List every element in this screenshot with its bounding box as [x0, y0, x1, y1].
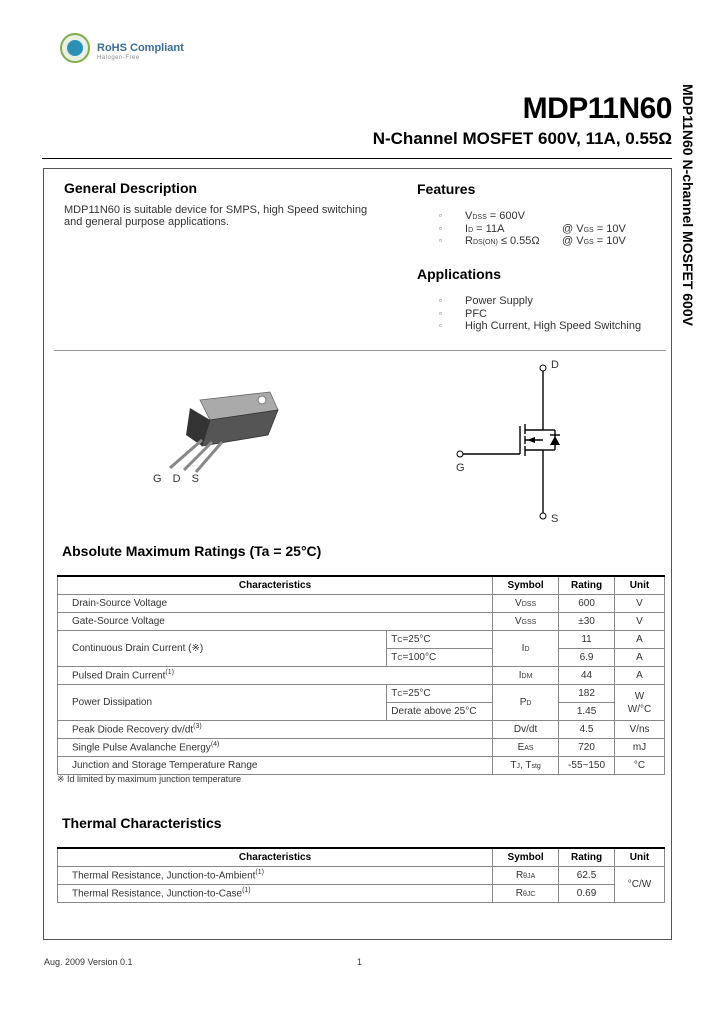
source-label: S — [551, 513, 559, 525]
table-row: Pulsed Drain Current$^{(1)}$ IDM 44 A — [58, 667, 665, 685]
general-description-line2: and general purpose applications. — [64, 216, 230, 228]
application-item: ▫ High Current, High Speed Switching — [439, 320, 679, 333]
general-description-heading: General Description — [64, 180, 198, 196]
feature-vdss: ▫ VDSS = 600V — [439, 210, 679, 223]
thermal-table — [57, 847, 665, 903]
page-number: 1 — [357, 957, 363, 967]
abs-max-heading: Absolute Maximum Ratings (Ta = 25°C) — [62, 543, 322, 559]
table-row: Thermal Resistance, Junction-to-Ambient$^{(1)}$ RθJA 62.5 °C/W — [58, 867, 665, 885]
applications-list — [439, 295, 679, 333]
feature-id: ▫ ID = 11A @ VGS = 10V — [439, 223, 679, 236]
table-row: Continuous Drain Current (※) TC=25°C ID 11 A — [58, 631, 665, 649]
side-title-text: MDP11N60 N-channel MOSFET 600V — [680, 84, 696, 326]
drain-label: D — [551, 359, 559, 371]
applications-heading: Applications — [417, 266, 502, 282]
general-description-line1: MDP11N60 is suitable device for SMPS, high Speed switching — [64, 204, 368, 216]
logo-title: RoHS Compliant — [97, 42, 184, 54]
table-row: Power Dissipation TC=25°C PD 182 W W/°C — [58, 685, 665, 703]
part-number: MDP11N60 — [522, 92, 672, 125]
application-item: ▫ PFC — [439, 308, 679, 321]
leaf-icon — [67, 40, 83, 56]
logo-subtitle: Halogen-Free — [97, 55, 140, 61]
table-header: Characteristics Symbol Rating Unit — [58, 576, 665, 595]
abs-max-footnote: ※ Id limited by maximum junction temperature — [57, 774, 242, 784]
table-row: Thermal Resistance, Junction-to-Case$^{(1)}$ RθJC 0.69 — [58, 885, 665, 903]
table-row: Peak Diode Recovery $dv/dt^{(3)}$ Dv/dt 4.5 V/ns — [58, 721, 665, 739]
features-heading: Features — [417, 181, 476, 197]
footer-version: Aug. 2009 Version 0.1 — [44, 957, 133, 967]
table-row: Gate-Source Voltage VGSS ±30 V — [58, 613, 665, 631]
section-divider — [54, 350, 666, 351]
abs-max-table — [57, 575, 665, 775]
subtitle: N-Channel MOSFET 600V, 11A, 0.55Ω — [372, 129, 672, 148]
thermal-heading: Thermal Characteristics — [62, 815, 222, 831]
header-divider — [42, 158, 672, 159]
features-list — [439, 210, 679, 248]
application-item: ▫ Power Supply — [439, 295, 679, 308]
table-row: Single Pulse Avalanche Energy$^{(4)}$ EAS 720 mJ — [58, 739, 665, 757]
table-row: Derate above 25°C 1.45 — [58, 703, 665, 721]
gate-label: G — [456, 462, 465, 474]
feature-rdson: ▫ RDS(ON) ≤ 0.55Ω @ VGS = 10V — [439, 235, 679, 248]
table-header: Characteristics Symbol Rating Unit — [58, 848, 665, 867]
mosfet-schematic — [450, 358, 580, 528]
pin-labels: G D S — [153, 473, 203, 485]
table-row: Drain-Source Voltage VDSS 600 V — [58, 595, 665, 613]
table-row: Junction and Storage Temperature Range TJ, Tstg -55~150 °C — [58, 757, 665, 775]
table-row: TC=100°C 6.9 A — [58, 649, 665, 667]
